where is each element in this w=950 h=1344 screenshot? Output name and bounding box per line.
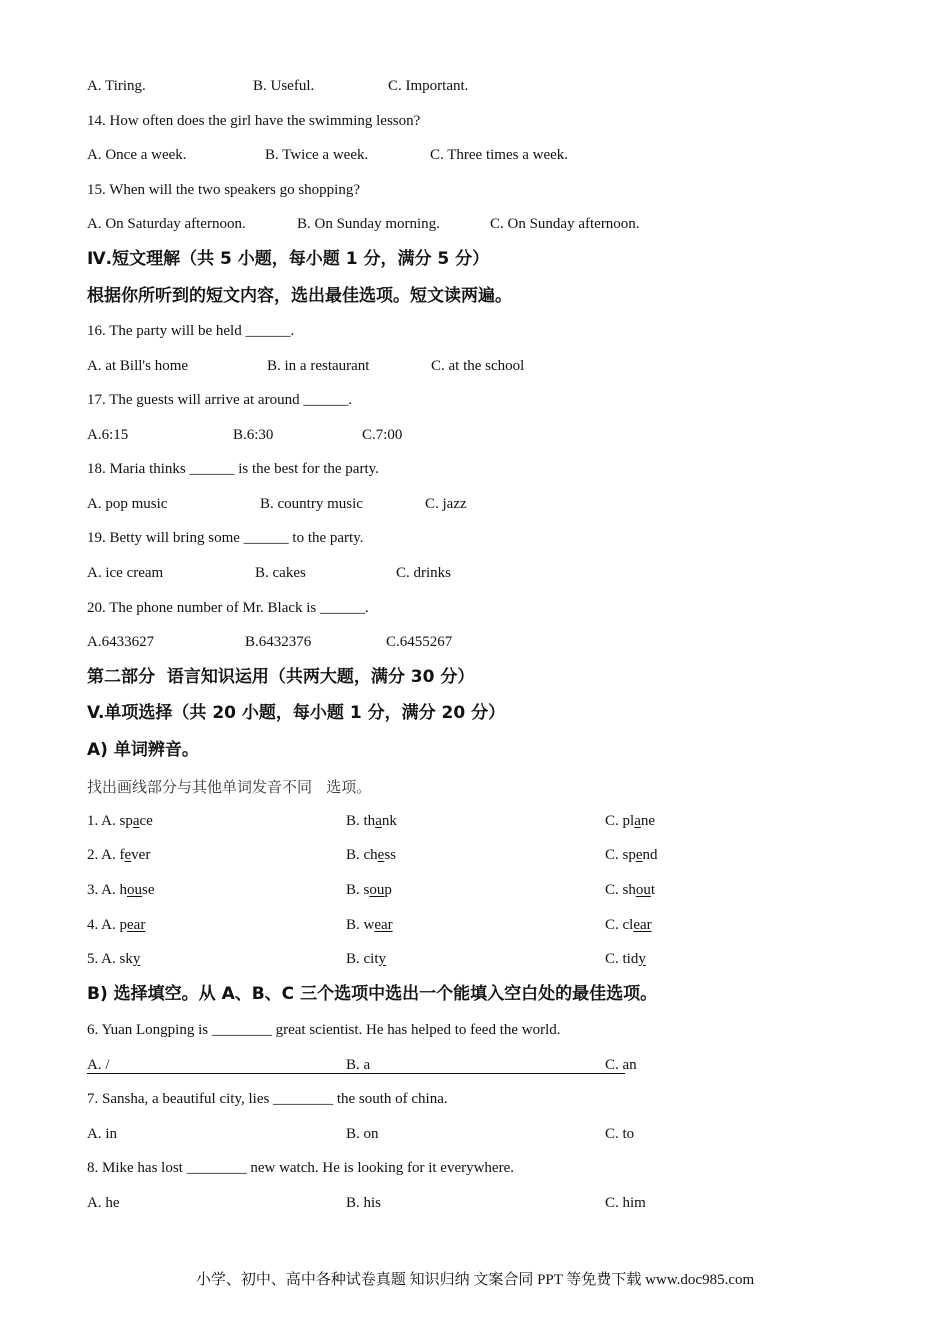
phonics-option-b: B. chess — [346, 847, 397, 863]
option-a: A.6433627 — [87, 634, 155, 650]
option-a: A. pop music — [87, 496, 168, 512]
underlined-letters: ear — [127, 917, 146, 933]
option-b: B.6:30 — [233, 427, 274, 443]
underlined-letters: ou — [127, 882, 143, 898]
question-20: 20. The phone number of Mr. Black is ______. — [87, 600, 369, 616]
option-c: C. to — [605, 1126, 635, 1142]
option-c: C. Three times a week. — [430, 147, 569, 163]
phonics-option-a: 2. A. fever — [87, 847, 151, 863]
section-a-instruction: 找出画线部分与其他单词发音不同 选项。 — [87, 778, 372, 796]
option-b: B. country music — [260, 496, 363, 512]
question-16: 16. The party will be held ______. — [87, 323, 295, 339]
option-b: B. On Sunday morning. — [297, 216, 440, 232]
option-c: C. jazz — [425, 496, 467, 512]
question-19: 19. Betty will bring some ______ to the party. — [87, 530, 364, 546]
phonics-option-c: C. plane — [605, 813, 656, 829]
underlined-letters: a — [634, 813, 641, 829]
underlined-letters: a — [132, 813, 140, 829]
option-c: C. him — [605, 1195, 646, 1211]
section-b-title: B) 选择填空。从 A、B、C 三个选项中选出一个能填入空白处的最佳选项。 — [87, 984, 658, 1004]
option-a: A. On Saturday afternoon. — [87, 216, 246, 232]
option-a: A. he — [87, 1195, 120, 1211]
option-b: B. on — [346, 1126, 379, 1142]
phonics-option-a: 5. A. sky — [87, 951, 141, 967]
option-c: C. drinks — [396, 565, 452, 581]
option-c: C. On Sunday afternoon. — [490, 216, 640, 232]
option-c: C. Important. — [388, 78, 469, 94]
phonics-option-b: B. city — [346, 951, 386, 967]
phonics-option-b: B. wear — [346, 917, 393, 933]
phonics-option-c: C. shout — [605, 882, 656, 898]
option-c: C. at the school — [431, 358, 525, 374]
option-b: B. Twice a week. — [265, 147, 369, 163]
question-15: 15. When will the two speakers go shopping? — [87, 182, 361, 198]
option-b: B. cakes — [255, 565, 306, 581]
option-c: C. an — [605, 1057, 637, 1073]
section-a-title: A) 单词辨音。 — [87, 740, 199, 760]
underlined-letters: e — [635, 847, 643, 863]
underline-rule — [87, 1073, 625, 1074]
underlined-letters: ear — [633, 917, 652, 933]
underlined-letters: y — [638, 951, 646, 967]
option-c: C.7:00 — [362, 427, 403, 443]
question-8: 8. Mike has lost ________ new watch. He is looking for it everywhere. — [87, 1160, 514, 1176]
phonics-option-a: 1. A. space — [87, 813, 153, 829]
section-5-title: V.单项选择（共 20 小题，每小题 1 分，满分 20 分） — [87, 703, 506, 723]
option-a: A. Tiring. — [87, 78, 146, 94]
option-a: A.6:15 — [87, 427, 129, 443]
section-4-instruction: 根据你所听到的短文内容，选出最佳选项。短文读两遍。 — [87, 286, 512, 306]
phonics-option-a: 3. A. house — [87, 882, 155, 898]
phonics-option-c: C. tidy — [605, 951, 646, 967]
question-6: 6. Yuan Longping is ________ great scientist. He has helped to feed the world. — [87, 1022, 561, 1038]
underlined-letters: a — [375, 813, 382, 829]
underlined-letters: y — [132, 951, 141, 967]
option-b: B. a — [346, 1057, 371, 1073]
underlined-letters: e — [124, 847, 132, 863]
underlined-letters: ou — [369, 882, 385, 898]
option-a: A. ice cream — [87, 565, 164, 581]
option-a: A. at Bill's home — [87, 358, 189, 374]
option-b: B. his — [346, 1195, 382, 1211]
question-7: 7. Sansha, a beautiful city, lies ________ the south of china. — [87, 1091, 448, 1107]
underlined-letters: e — [377, 847, 385, 863]
option-a: A. Once a week. — [87, 147, 187, 163]
underlined-letters: y — [378, 951, 386, 967]
option-b: B.6432376 — [245, 634, 312, 650]
option-c: C.6455267 — [386, 634, 453, 650]
option-b: B. Useful. — [253, 78, 315, 94]
section-4-title: Ⅳ.短文理解（共 5 小题，每小题 1 分，满分 5 分） — [87, 249, 490, 269]
phonics-option-b: B. soup — [346, 882, 392, 898]
underlined-letters: ear — [374, 917, 393, 933]
underlined-letters: ou — [635, 882, 651, 898]
option-b: B. in a restaurant — [267, 358, 370, 374]
phonics-option-c: C. spend — [605, 847, 658, 863]
phonics-option-a: 4. A. pear — [87, 917, 146, 933]
part-2-title: 第二部分 语言知识运用（共两大题，满分 30 分） — [87, 667, 475, 687]
question-17: 17. The guests will arrive at around ______. — [87, 392, 353, 408]
page-footer: 小学、初中、高中各种试卷真题 知识归纳 文案合同 PPT 等免费下载 www.doc985.com — [195, 1272, 755, 1288]
phonics-option-c: C. clear — [605, 917, 652, 933]
question-18: 18. Maria thinks ______ is the best for the party. — [87, 461, 379, 477]
question-14: 14. How often does the girl have the swimming lesson? — [87, 113, 421, 129]
option-a: A. in — [87, 1126, 117, 1142]
phonics-option-b: B. thank — [346, 813, 397, 829]
option-a: A. / — [87, 1057, 110, 1073]
